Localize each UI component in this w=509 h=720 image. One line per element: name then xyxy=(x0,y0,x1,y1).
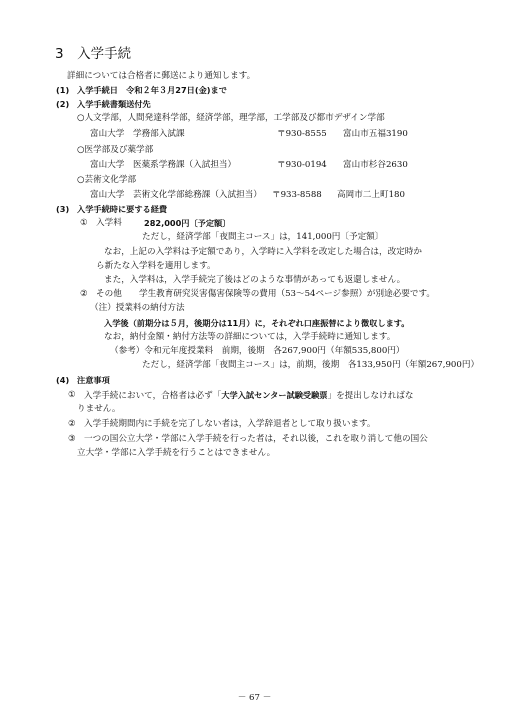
group-zip: 〒930-0194 xyxy=(277,160,327,170)
fee-label: 入学料 xyxy=(96,218,122,228)
item1-number: (1) xyxy=(56,85,70,95)
notice-3: 一つの国公立大学・学部に入学手続を行った者は，それ以後，これを取り消して他の国公 xyxy=(84,434,428,444)
group-dept: 富山大学 医薬系学務課（入試担当） xyxy=(90,160,237,170)
notice-1-pre: 入学手続において，合格者は必ず「 xyxy=(84,391,222,401)
fee-refund-note: また，入学料は，入学手続完了後はどのような事情があっても返還しません。 xyxy=(104,275,406,285)
section-title: 3 入学手続 xyxy=(55,46,132,62)
group-faculties: ○芸術文化学部 xyxy=(77,175,137,185)
notice-1-bold: 大学入試センター試験受験票 xyxy=(221,390,328,400)
notice-1 xyxy=(84,390,413,402)
item2-number: (2) xyxy=(56,99,70,109)
group-faculties: ○医学部及び薬学部 xyxy=(77,145,154,155)
fee-note-cont: ら新たな入学料を適用します。 xyxy=(96,261,216,271)
fee-night-course: ただし，経済学部「夜間主コース」は，141,000円〔予定額〕 xyxy=(142,232,384,242)
page-number: － 67 － xyxy=(237,693,272,703)
group-faculties: ○人文学部，人間発達科学部，経済学部，理学部，工学部及び都市デザイン学部 xyxy=(77,113,385,123)
other-number: ② xyxy=(80,289,88,299)
notice-2-number: ② xyxy=(68,419,76,429)
group-address: 富山市五福3190 xyxy=(343,129,408,139)
tuition-detail: なお，納付金額・納付方法等の詳細については，入学手続時に通知します。 xyxy=(104,332,396,342)
intro-text: 詳細については合格者に郵送により通知します。 xyxy=(67,71,256,81)
notice-3-number: ③ xyxy=(68,434,76,444)
tuition-payment: 入学後（前期分は５月，後期分は11月）に，それぞれ口座振替により徴収します。 xyxy=(104,318,410,328)
group-zip: 〒930-8555 xyxy=(277,129,327,139)
group-zip: 〒933-8588 xyxy=(272,190,322,200)
other-costs: その他 学生教育研究災害傷害保険等の費用（53～54ページ参照）が別途必要です。 xyxy=(96,289,435,299)
item4-label: 注意事項 xyxy=(77,375,110,385)
fee-amount: 282,000円〔予定額〕 xyxy=(144,218,231,228)
tuition-reference: （参考）令和元年度授業料 前期，後期 各267,900円（年額535,800円） xyxy=(110,346,405,356)
group-dept: 富山大学 芸術文化学部総務課（入試担当） xyxy=(90,190,262,200)
group-address: 富山市杉谷2630 xyxy=(343,160,408,170)
item2-label: 入学手続書類送付先 xyxy=(77,99,151,109)
notice-1-number: ① xyxy=(68,390,76,400)
item3-number: (3) xyxy=(56,204,70,214)
fee-note: なお，上記の入学料は予定額であり，入学時に入学料を改定した場合は，改定時か xyxy=(104,247,422,257)
item3-label: 入学手続時に要する経費 xyxy=(77,204,168,214)
item1-label: 入学手続日 令和２年３月27日(金)まで xyxy=(77,85,227,95)
tuition-note-title: （注）授業料の納付方法 xyxy=(90,303,185,313)
notice-1-post: 」を提出しなければな xyxy=(327,391,414,401)
notice-3-cont: 立大学・学部に入学手続を行うことはできません。 xyxy=(77,448,276,458)
group-dept: 富山大学 学務部入試課 xyxy=(90,129,185,139)
notice-2: 入学手続期間内に手続を完了しない者は，入学辞退者として取り扱います。 xyxy=(84,419,376,429)
fee-number: ① xyxy=(80,218,88,228)
tuition-reference-night: ただし，経済学部「夜間主コース」は，前期，後期 各133,950円（年額267,900円） xyxy=(142,360,480,370)
notice-1-cont: りません。 xyxy=(77,404,121,414)
item4-number: (4) xyxy=(56,375,70,385)
group-address: 高岡市二上町180 xyxy=(337,190,405,200)
